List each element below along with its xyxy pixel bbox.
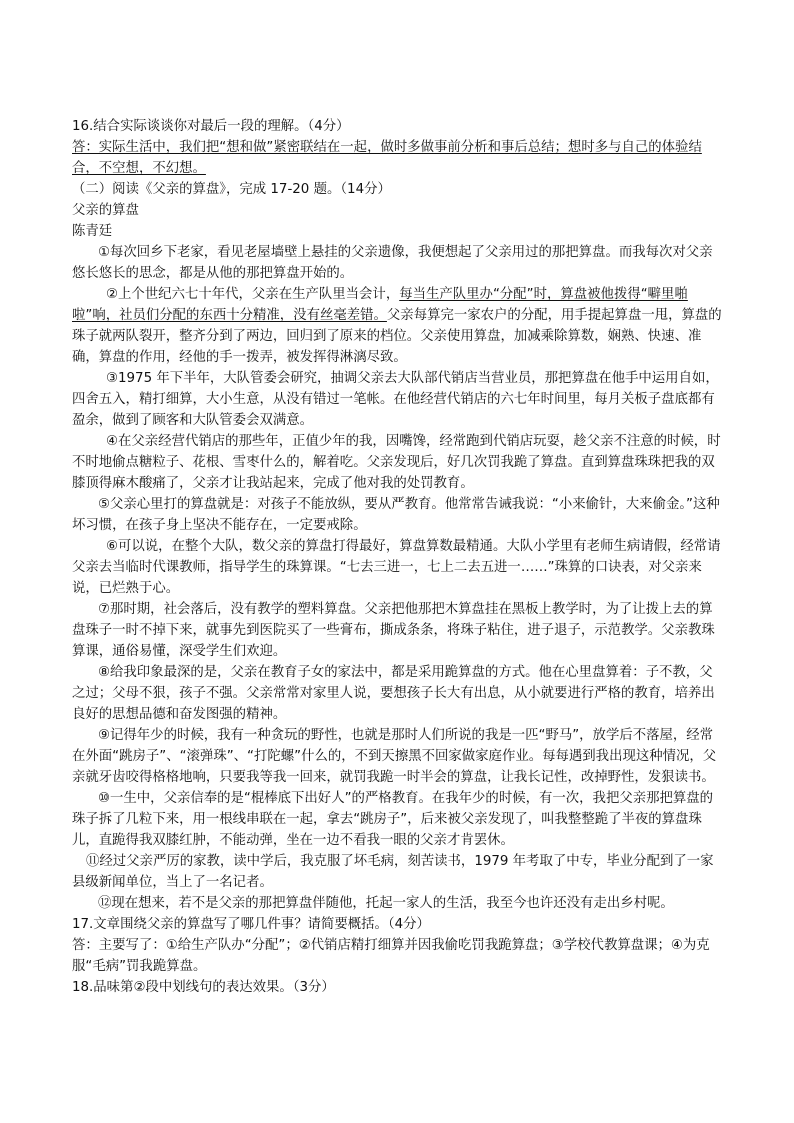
question-17: 17.文章围绕父亲的算盘写了哪几件事？请简要概括。（4分）: [72, 917, 430, 932]
article-title: 父亲的算盘: [72, 203, 139, 218]
paragraph-1: ①每次回乡下老家，看见老屋墙壁上悬挂的父亲遗像，我便想起了父亲用过的那把算盘。而我每次对父亲悠长悠长的思念，都是从他的那把算盘开始的。: [72, 245, 713, 281]
paragraph-5: ⑤父亲心里打的算盘就是：对孩子不能放纵，要从严教育。他常常告诫我说：“小来偷针，大来偷金。”这种坏习惯，在孩子身上坚决不能存在，一定要戒除。: [72, 497, 720, 533]
paragraph-2: [72, 284, 722, 368]
article-author: 陈青廷: [72, 224, 113, 239]
question-16: 16.结合实际谈谈你对最后一段的理解。（4分）: [72, 119, 350, 134]
paragraph-10: ⑩一生中，父亲信奉的是“棍棒底下出好人”的严格教育。在我年少的时候，有一次，我把父亲那把算盘的珠子拆了几粒下来，用一根线串联在一起，拿去“跳房子”，后来被父亲发现了，叫我整整跪了半夜的算盘珠儿，直跪得我双膝红肿，不能动弹，坐在一边不看我一眼的父亲才肯罢休。: [72, 791, 714, 848]
paragraph-8: ⑧给我印象最深的是，父亲在教育子女的家法中，都是采用跪算盘的方式。他在心里盘算着：子不教，父之过；父母不狠，孩子不强。父亲常常对家里人说，要想孩子长大有出息，从小就要进行严格的教育，培养出良好的思想品德和奋发图强的精神。: [72, 665, 715, 722]
paragraph-2-underlined-sentence: 每当生产队里办“分配”时，算盘被他拨得“噼里啪啦”响，社员们分配的东西十分精准，没有丝毫差错。: [72, 287, 688, 323]
paragraph-6: ⑥可以说，在整个大队，数父亲的算盘打得最好，算盘算数最精通。大队小学里有老师生病请假，经常请父亲去当临时代课教师，指导学生的珠算课。“七去三进一，七上二去五进一……”珠算的口诀表，对父亲来说，已烂熟于心。: [72, 539, 721, 596]
answer-16: 答：实际生活中，我们把“想和做”紧密联结在一起，做时多做事前分析和事后总结；想时多与自己的体验结合，不空想，不幻想。: [72, 140, 702, 176]
paragraph-9: ⑨记得年少的时候，我有一种贪玩的野性，也就是那时人们所说的我是一匹“野马”，放学后不落屋，经常在外面“跳房子”、“滚弹珠”、“打陀螺”什么的，不到天擦黑不回家做家庭作业。每每遇到我出现这种情况，父亲就牙齿咬得格格地响，只要我等我一回来，就罚我跪一时半会的算盘，让我长记性，改掉野性，发狠读书。: [72, 728, 717, 785]
paragraph-12: ⑫现在想来，若不是父亲的那把算盘伴随他，托起一家人的生活，我至今也许还没有走出乡村呢。: [98, 896, 674, 911]
paragraph-11: ⑪经过父亲严厉的家教，读中学后，我克服了坏毛病，刻苦读书，1979 年考取了中专，毕业分配到了一家县级新闻单位，当上了一名记者。: [72, 854, 714, 890]
paragraph-4: ④在父亲经营代销店的那些年，正值少年的我，因嘴馋，经常跑到代销店玩耍，趁父亲不注意的时候，时不时地偷点糖粒子、花根、雪枣什么的，解着吃。父亲发现后，好几次罚我跪了算盘。直到算盘珠珠把我的双膝顶得麻木酸痛了，父亲才让我站起来，完成了他对我的处罚教育。: [72, 434, 721, 491]
section-header: （二）阅读《父亲的算盘》，完成 17-20 题。（14分）: [72, 182, 391, 197]
question-18: 18.品味第②段中划线句的表达效果。（3分）: [72, 980, 335, 995]
paragraph-2-end: 父亲每算完一家农户的分配，用手提起算盘一甩，算盘的珠子就两队裂开，整齐分到了两边，回归到了原来的档位。父亲使用算盘，加减乘除算数，娴熟、快速、准确，算盘的作用，经他的手一拨弄，被发挥得淋漓尽致。: [72, 308, 722, 365]
paragraph-2-start: ②上个世纪六七十年代，父亲在生产队里当会计，: [106, 287, 400, 302]
paragraph-7: ⑦那时期，社会落后，没有教学的塑料算盘。父亲把他那把木算盘挂在黑板上教学时，为了让拨上去的算盘珠子一时不掉下来，就事先到医院买了一些膏布，撕成条条，将珠子粘住，进子退子，示范教学。父亲教珠算课，通俗易懂，深受学生们欢迎。: [72, 602, 715, 659]
document-page: [72, 116, 722, 998]
answer-17: 答：主要写了：①给生产队办“分配”；②代销店精打细算并因我偷吃罚我跪算盘；③学校代教算盘课；④为克服“毛病”罚我跪算盘。: [72, 938, 710, 974]
paragraph-3: ③1975 年下半年，大队管委会研究，抽调父亲去大队部代销店当营业员，那把算盘在他手中运用自如，四舍五入，精打细算，大小生意，从没有错过一笔帐。在他经营代销店的六七年时间里，每月关板子盘底都有盈余，做到了顾客和大队管委会双满意。: [72, 371, 719, 428]
